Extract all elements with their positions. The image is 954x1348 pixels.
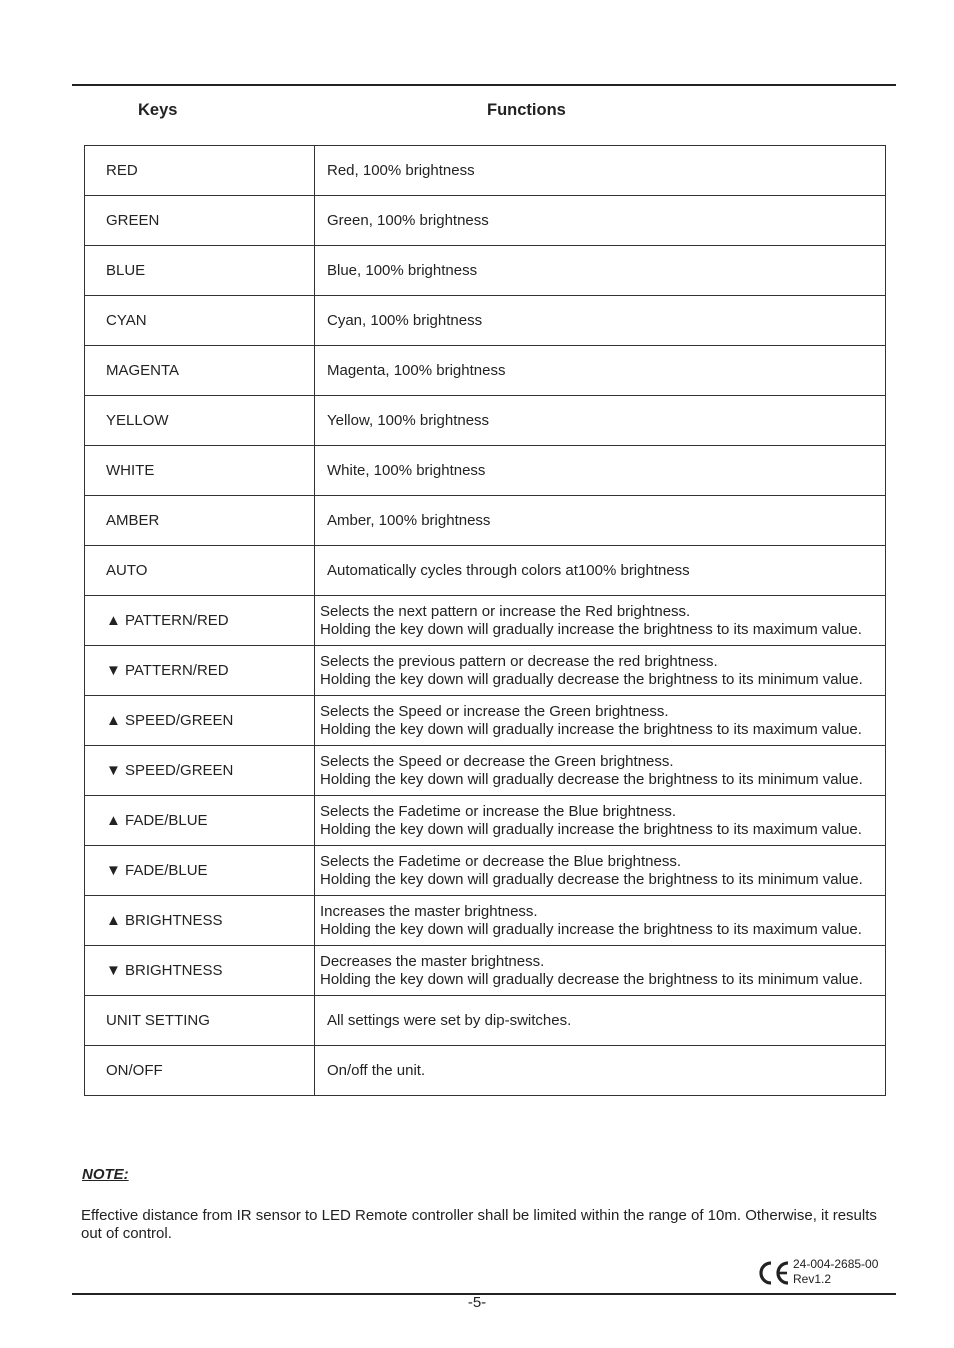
function-cell (315, 246, 886, 296)
table-row (85, 596, 886, 646)
function-cell (315, 296, 886, 346)
function-line: White, 100% brightness (327, 461, 486, 479)
key-cell: ▲ BRIGHTNESS (85, 896, 315, 946)
table-row (85, 846, 886, 896)
function-line: Selects the next pattern or increase the Red brightness. (320, 602, 691, 620)
function-cell (315, 896, 886, 946)
table-row (85, 396, 886, 446)
function-cell (315, 946, 886, 996)
function-line: Holding the key down will gradually decrease the brightness to its minimum value. (320, 970, 863, 988)
key-cell: AUTO (85, 546, 315, 596)
ce-mark-icon (757, 1259, 791, 1287)
function-cell (315, 196, 886, 246)
function-cell (315, 496, 886, 546)
table-row (85, 996, 886, 1046)
key-cell: ▲ FADE/BLUE (85, 796, 315, 846)
key-cell: ▲ SPEED/GREEN (85, 696, 315, 746)
function-line: Holding the key down will gradually increase the brightness to its maximum value. (320, 620, 862, 638)
document-number: 24-004-2685-00 (793, 1257, 879, 1271)
function-line: Holding the key down will gradually increase the brightness to its maximum value. (320, 720, 862, 738)
function-cell (315, 696, 886, 746)
table-row (85, 296, 886, 346)
function-cell (315, 646, 886, 696)
function-line: Selects the Fadetime or decrease the Blue brightness. (320, 852, 682, 870)
key-cell: WHITE (85, 446, 315, 496)
function-cell (315, 596, 886, 646)
function-line: Decreases the master brightness. (320, 952, 545, 970)
key-cell: ▼ SPEED/GREEN (85, 746, 315, 796)
function-line: Holding the key down will gradually increase the brightness to its maximum value. (320, 920, 862, 938)
function-cell (315, 446, 886, 496)
key-cell: YELLOW (85, 396, 315, 446)
function-line: Automatically cycles through colors at100% brightness (327, 561, 690, 579)
function-cell (315, 846, 886, 896)
function-line: Magenta, 100% brightness (327, 361, 506, 379)
function-cell (315, 746, 886, 796)
note-title: NOTE: (82, 1166, 129, 1183)
key-cell: RED (85, 146, 315, 196)
key-cell: ▼ BRIGHTNESS (85, 946, 315, 996)
table-row (85, 146, 886, 196)
function-line: On/off the unit. (327, 1061, 426, 1079)
note-body: Effective distance from IR sensor to LED Remote controller shall be limited within the range of 10m. Otherwise, it results out of control. (81, 1207, 877, 1242)
page-number: -5- (467, 1294, 487, 1311)
function-line: Amber, 100% brightness (327, 511, 491, 529)
table-row (85, 1046, 886, 1096)
key-cell: AMBER (85, 496, 315, 546)
table-row (85, 646, 886, 696)
function-line: Yellow, 100% brightness (327, 411, 490, 429)
document-code (793, 1257, 878, 1287)
key-cell: BLUE (85, 246, 315, 296)
key-cell: ▼ PATTERN/RED (85, 646, 315, 696)
function-cell (315, 546, 886, 596)
function-line: Blue, 100% brightness (327, 261, 478, 279)
table-row (85, 896, 886, 946)
functions-column-header: Functions (487, 101, 566, 119)
table-row (85, 496, 886, 546)
key-cell: MAGENTA (85, 346, 315, 396)
table-body (85, 146, 886, 1096)
function-cell (315, 996, 886, 1046)
function-cell (315, 796, 886, 846)
keys-column-header: Keys (138, 101, 178, 119)
function-line: Selects the Speed or increase the Green brightness. (320, 702, 669, 720)
function-line: Selects the Speed or decrease the Green brightness. (320, 752, 674, 770)
key-cell: GREEN (85, 196, 315, 246)
function-cell (315, 396, 886, 446)
table-row (85, 196, 886, 246)
key-cell: UNIT SETTING (85, 996, 315, 1046)
function-line: Selects the Fadetime or increase the Blue brightness. (320, 802, 677, 820)
function-line: Holding the key down will gradually decrease the brightness to its minimum value. (320, 670, 863, 688)
table-row (85, 246, 886, 296)
key-cell: CYAN (85, 296, 315, 346)
table-row (85, 346, 886, 396)
function-cell (315, 146, 886, 196)
key-cell: ▼ FADE/BLUE (85, 846, 315, 896)
function-cell (315, 346, 886, 396)
document-revision: Rev1.2 (793, 1272, 832, 1286)
function-line: Selects the previous pattern or decrease the red brightness. (320, 652, 718, 670)
key-cell: ON/OFF (85, 1046, 315, 1096)
table-row (85, 796, 886, 846)
function-line: Holding the key down will gradually decrease the brightness to its minimum value. (320, 770, 863, 788)
function-line: Holding the key down will gradually decrease the brightness to its minimum value. (320, 870, 863, 888)
table-row (85, 946, 886, 996)
table-row (85, 746, 886, 796)
function-cell (315, 1046, 886, 1096)
top-rule (72, 84, 896, 86)
function-line: All settings were set by dip-switches. (327, 1011, 572, 1029)
table-row (85, 696, 886, 746)
table-row (85, 446, 886, 496)
table-row (85, 546, 886, 596)
function-line: Cyan, 100% brightness (327, 311, 483, 329)
function-line: Red, 100% brightness (327, 161, 475, 179)
function-line: Green, 100% brightness (327, 211, 489, 229)
function-line: Increases the master brightness. (320, 902, 538, 920)
function-line: Holding the key down will gradually increase the brightness to its maximum value. (320, 820, 862, 838)
key-cell: ▲ PATTERN/RED (85, 596, 315, 646)
keys-functions-table (84, 145, 886, 1096)
